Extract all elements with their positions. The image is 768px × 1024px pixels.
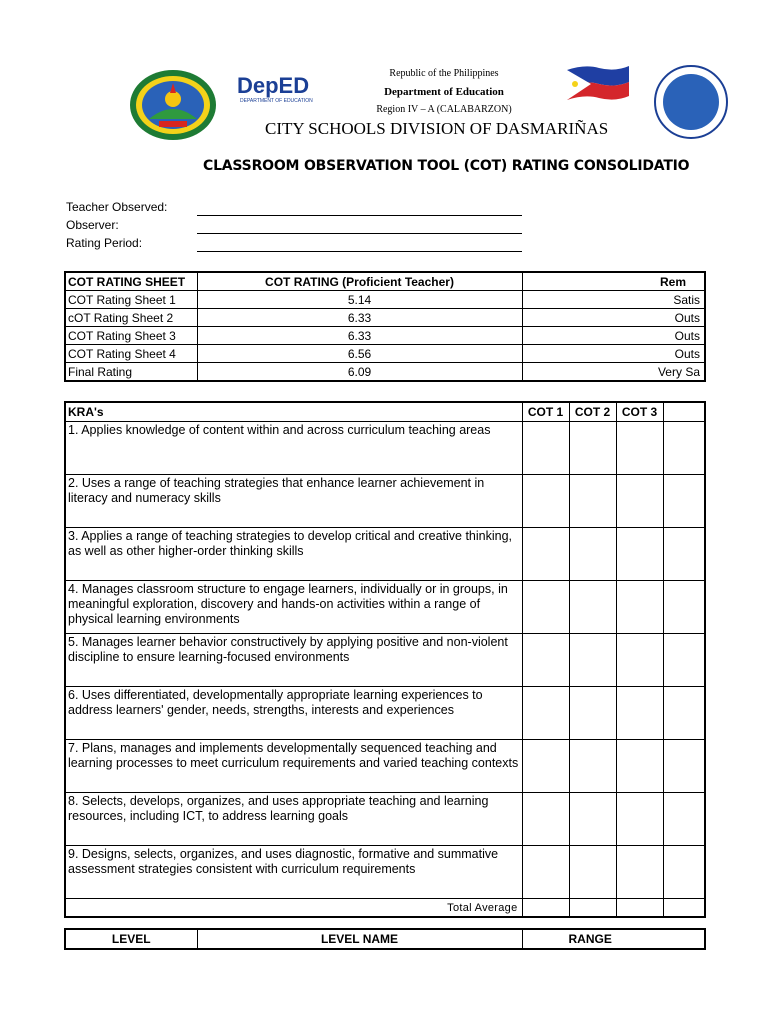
total-average-cell — [616, 899, 663, 918]
rating-period-field[interactable] — [197, 251, 522, 252]
column-header: COT 2 — [569, 402, 616, 422]
cot-score-cell[interactable] — [522, 793, 569, 846]
column-header: LEVEL — [65, 929, 197, 949]
remark-cell: Outs — [522, 327, 705, 345]
teacher-observed-label: Teacher Observed: — [66, 200, 168, 214]
remark-cell: Outs — [522, 345, 705, 363]
sheet-name-cell: cOT Rating Sheet 2 — [65, 309, 197, 327]
cot-rating-table — [64, 271, 706, 382]
cot-score-cell[interactable] — [569, 528, 616, 581]
column-header: RANGE — [522, 929, 705, 949]
column-header — [663, 402, 705, 422]
table-row — [65, 687, 705, 740]
cot-score-cell[interactable] — [663, 475, 705, 528]
column-header: COT 1 — [522, 402, 569, 422]
cot-score-cell[interactable] — [663, 740, 705, 793]
kra-table — [64, 401, 706, 918]
rating-cell: 6.09 — [197, 363, 522, 382]
school-seal-logo — [129, 69, 217, 141]
kra-item-text: 9. Designs, selects, organizes, and uses diagnostic, formative and summative assessment strategies consistent with curriculum requirements — [68, 847, 499, 876]
cot-score-cell[interactable] — [569, 475, 616, 528]
table-header-row — [65, 929, 705, 949]
table-row — [65, 327, 705, 345]
table-row — [65, 634, 705, 687]
kra-item-text: 4. Manages classroom structure to engage learners, individually or in groups, in meaningful exploration, discovery and hands-on activities within a range of physical learning environments — [68, 582, 508, 626]
sheet-name-cell: COT Rating Sheet 3 — [65, 327, 197, 345]
cot-score-cell[interactable] — [616, 581, 663, 634]
cot-score-cell[interactable] — [569, 793, 616, 846]
cot-score-cell[interactable] — [569, 687, 616, 740]
cot-score-cell[interactable] — [663, 846, 705, 899]
rating-period-label: Rating Period: — [66, 236, 143, 250]
column-header: COT 3 — [616, 402, 663, 422]
cot-score-cell[interactable] — [663, 634, 705, 687]
table-row — [65, 846, 705, 899]
total-average-cell — [522, 899, 569, 918]
table-row — [65, 528, 705, 581]
cot-score-cell[interactable] — [616, 846, 663, 899]
kra-item-text: 5. Manages learner behavior constructively by applying positive and non-violent discipline to ensure learning-focused environments — [68, 635, 508, 664]
table-row — [65, 291, 705, 309]
total-average-cell — [663, 899, 705, 918]
sheet-name-cell: COT Rating Sheet 4 — [65, 345, 197, 363]
cot-score-cell[interactable] — [569, 740, 616, 793]
total-average-row — [65, 899, 705, 918]
kra-item-text: 7. Plans, manages and implements developmentally sequenced teaching and learning processes to meet curriculum requirements and varied teaching contexts — [68, 741, 519, 770]
cot-score-cell[interactable] — [522, 740, 569, 793]
table-row — [65, 422, 705, 475]
cot-score-cell[interactable] — [522, 475, 569, 528]
table-header-row — [65, 402, 705, 422]
cot-score-cell[interactable] — [663, 793, 705, 846]
observer-field[interactable] — [197, 233, 522, 234]
rating-cell: 6.33 — [197, 327, 522, 345]
cot-score-cell[interactable] — [616, 740, 663, 793]
rating-cell: 6.33 — [197, 309, 522, 327]
cot-score-cell[interactable] — [663, 528, 705, 581]
table-row — [65, 740, 705, 793]
philippine-flag-icon — [565, 64, 631, 100]
cot-score-cell[interactable] — [616, 793, 663, 846]
division-name: CITY SCHOOLS DIVISION OF DASMARIÑAS — [265, 119, 609, 138]
schools-division-logo — [653, 64, 693, 140]
cot-score-cell[interactable] — [616, 634, 663, 687]
cot-score-cell[interactable] — [616, 422, 663, 475]
cot-score-cell[interactable] — [522, 634, 569, 687]
column-header: LEVEL NAME — [197, 929, 522, 949]
sheet-name-cell: Final Rating — [65, 363, 197, 382]
kra-item-text: 8. Selects, develops, organizes, and uses appropriate teaching and learning resources, including ICT, to address learning goals — [68, 794, 489, 823]
table-row — [65, 309, 705, 327]
header-department: Department of Education — [384, 86, 504, 98]
cot-score-cell[interactable] — [663, 687, 705, 740]
cot-score-cell[interactable] — [522, 581, 569, 634]
table-row — [65, 345, 705, 363]
table-row — [65, 363, 705, 382]
kra-item-text: 1. Applies knowledge of content within and across curriculum teaching areas — [68, 423, 491, 437]
cot-score-cell[interactable] — [616, 528, 663, 581]
cot-score-cell[interactable] — [616, 687, 663, 740]
remark-cell: Very Sa — [522, 363, 705, 382]
column-header: COT RATING SHEET — [65, 272, 197, 291]
table-row — [65, 581, 705, 634]
cot-score-cell[interactable] — [522, 687, 569, 740]
deped-logo — [237, 72, 323, 104]
table-row — [65, 475, 705, 528]
cot-score-cell[interactable] — [569, 581, 616, 634]
column-header: COT RATING (Proficient Teacher) — [197, 272, 522, 291]
total-average-cell — [569, 899, 616, 918]
cot-score-cell[interactable] — [616, 475, 663, 528]
column-header: KRA's — [65, 402, 522, 422]
header-republic: Republic of the Philippines — [389, 68, 499, 79]
rating-cell: 5.14 — [197, 291, 522, 309]
total-average-label: Total Average — [65, 899, 522, 918]
cot-score-cell[interactable] — [569, 846, 616, 899]
rating-cell: 6.56 — [197, 345, 522, 363]
cot-score-cell[interactable] — [522, 422, 569, 475]
observer-label: Observer: — [66, 218, 119, 232]
table-header-row — [65, 272, 705, 291]
document-title: CLASSROOM OBSERVATION TOOL (COT) RATING CONSOLIDATIO — [203, 158, 690, 174]
cot-score-cell[interactable] — [569, 422, 616, 475]
cot-score-cell[interactable] — [569, 634, 616, 687]
cot-score-cell[interactable] — [522, 846, 569, 899]
cot-score-cell[interactable] — [522, 528, 569, 581]
kra-item-text: 6. Uses differentiated, developmentally appropriate learning experiences to address learners' gender, needs, strengths, interests and experiences — [68, 688, 483, 717]
cot-score-cell[interactable] — [663, 422, 705, 475]
header-region: Region IV – A (CALABARZON) — [376, 104, 512, 115]
table-row — [65, 793, 705, 846]
remark-cell: Satis — [522, 291, 705, 309]
column-header: Rem — [522, 272, 705, 291]
teacher-observed-field[interactable] — [197, 215, 522, 216]
kra-item-text: 3. Applies a range of teaching strategies to develop critical and creative thinking, as well as other higher-order thinking skills — [68, 529, 513, 558]
sheet-name-cell: COT Rating Sheet 1 — [65, 291, 197, 309]
kra-item-text: 2. Uses a range of teaching strategies that enhance learner achievement in literacy and numeracy skills — [68, 476, 485, 505]
deped-logo-text: DepED — [237, 73, 310, 98]
cot-score-cell[interactable] — [663, 581, 705, 634]
remark-cell: Outs — [522, 309, 705, 327]
level-table — [64, 928, 706, 950]
deped-logo-subtext: DEPARTMENT OF EDUCATION — [240, 98, 313, 104]
